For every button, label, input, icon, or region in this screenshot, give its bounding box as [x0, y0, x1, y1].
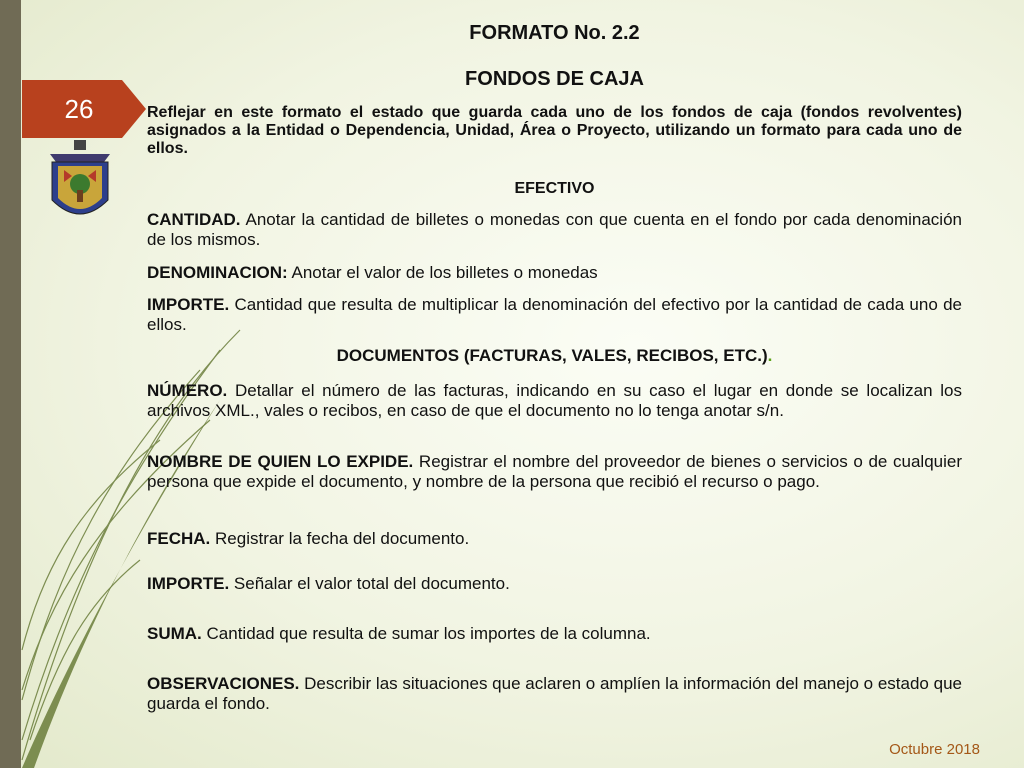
page-subtitle: FONDOS DE CAJA — [465, 68, 644, 90]
slide-number: 26 — [64, 94, 94, 124]
item-text: Registrar la fecha del documento. — [210, 529, 470, 548]
item-text: Anotar la cantidad de billetes o monedas con que cuenta en el fondo por cada denominación de los mismos. — [147, 210, 962, 249]
item-nombre — [147, 452, 962, 492]
documentos-heading-dot: . — [767, 346, 773, 365]
item-observaciones — [147, 674, 962, 714]
item-fecha — [147, 529, 962, 549]
item-term: FECHA. — [147, 529, 211, 548]
item-term: IMPORTE. — [147, 574, 230, 593]
item-numero — [147, 381, 962, 421]
coat-of-arms-logo — [44, 140, 116, 230]
page-title: FORMATO No. 2.2 — [469, 22, 640, 44]
documentos-heading-text: DOCUMENTOS (FACTURAS, VALES, RECIBOS, ETC.) — [336, 346, 768, 365]
item-text: Cantidad que resulta de sumar los importes de la columna. — [201, 624, 651, 643]
efectivo-heading: EFECTIVO — [514, 180, 595, 197]
item-term: OBSERVACIONES. — [147, 674, 300, 693]
footer-date: Octubre 2018 — [889, 741, 980, 758]
item-term: DENOMINACION: — [147, 263, 288, 282]
item-importe-total — [147, 574, 962, 594]
item-term: NÚMERO. — [147, 381, 228, 400]
item-cantidad — [147, 210, 962, 250]
item-text: Registrar el nombre del proveedor de bienes o servicios o de cualquier persona que expide el documento, y nombre de la persona que recibió el recurso o pago. — [147, 452, 963, 491]
item-text: Detallar el número de las facturas, indicando en su caso el lugar en donde se localizan los archivos XML., vales o recibos, en caso de que el documento no lo tenga anotar s/n. — [147, 381, 962, 420]
item-term: SUMA. — [147, 624, 202, 643]
item-denominacion — [147, 263, 962, 283]
documentos-heading — [147, 346, 962, 366]
item-suma — [147, 624, 962, 644]
item-text: Cantidad que resulta de multiplicar la denominación del efectivo por la cantidad de cada uno de ellos. — [147, 295, 962, 334]
item-text: Anotar el valor de los billetes o monedas — [287, 263, 598, 282]
item-term: IMPORTE. — [147, 295, 230, 314]
item-term: NOMBRE DE QUIEN LO EXPIDE. — [147, 452, 414, 471]
item-text: Señalar el valor total del documento. — [229, 574, 510, 593]
item-importe — [147, 295, 962, 335]
item-text: Describir las situaciones que aclaren o amplíen la información del manejo o estado que guarda el fondo. — [147, 674, 962, 713]
item-term: CANTIDAD. — [147, 210, 241, 229]
intro-paragraph: Reflejar en este formato el estado que guarda cada uno de los fondos de caja (fondos revolventes) asignados a la Entidad o Dependencia, Unidad, Área o Proyecto, utilizando un formato para cada uno de ellos. — [147, 104, 962, 157]
